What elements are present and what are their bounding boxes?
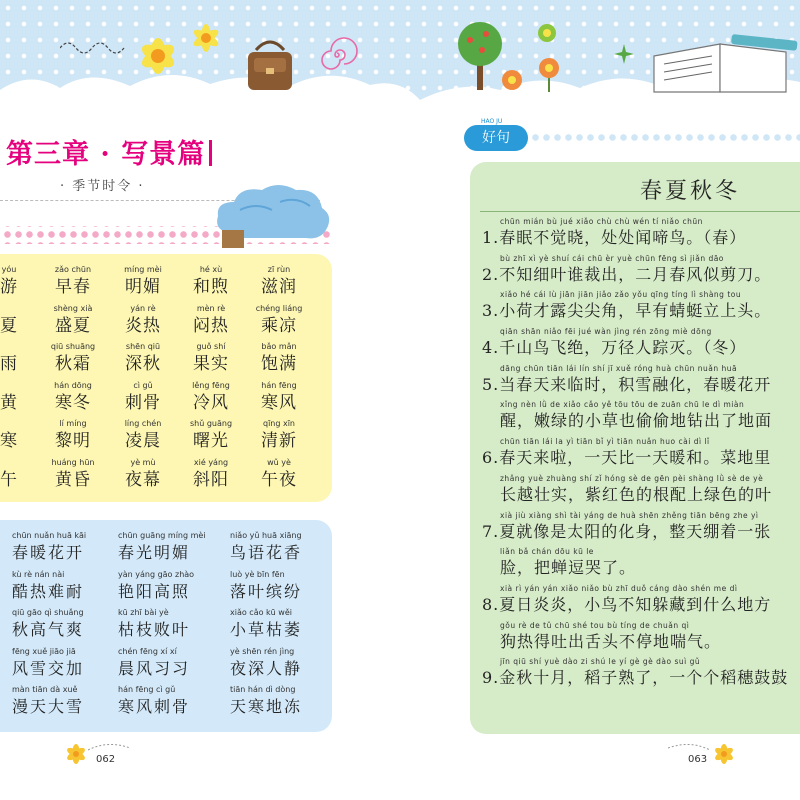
word-text: 黄 [0,392,18,413]
sentence-line [482,253,800,290]
word-pinyin: yán rè [130,303,156,313]
idiom-text: 艳阳高照 [118,581,191,601]
dot-strip [530,132,800,144]
word-item [180,380,242,414]
squiggle-icon [60,38,130,58]
idiom-item [230,569,330,603]
sentence-pinyin: dāng chūn tiān lái lín shí jī xuě róng huà chūn nuǎn huā [500,363,738,373]
flower-icon [188,20,224,56]
word-pinyin: lí míng [59,419,87,428]
word-text: 滋润 [261,277,297,297]
word-item [112,341,174,375]
word-text: 雨 [0,354,18,374]
sentence-pinyin: xǐng nèn lǜ de xiǎo cǎo yě tōu tōu de zuān chū le dì miàn [500,400,745,410]
word-item [0,457,40,491]
idiom-row [0,607,330,646]
word-text: 明媚 [125,277,161,297]
panel-title: 春夏秋冬 [639,179,740,204]
idiom-pinyin: xiǎo cǎo kū wěi [230,608,292,617]
flower-icon [534,56,564,92]
idiom-row [0,684,330,723]
idiom-item [118,684,218,718]
sentence-line [482,473,800,510]
word-pinyin: chéng liáng [255,303,303,313]
word-pinyin: hán fēng [261,380,297,390]
idiom-item [12,607,112,641]
sentence-pinyin: chūn mián bù jué xiǎo chù chù wén tí niǎo chūn [500,217,703,226]
idiom-text: 漫天大雪 [12,697,85,716]
word-text: 寒风 [261,392,297,413]
word-item [112,457,174,491]
word-item [248,341,310,375]
sentence-line [482,216,800,253]
sentence-line [482,546,800,583]
idiom-pinyin: chūn nuǎn huā kāi [12,531,87,540]
sentence-text: 脸，把蝉逗哭了。 [500,558,637,578]
tag-pinyin: HAO JU [481,118,503,125]
word-item [248,303,310,337]
idiom-text: 寒风刺骨 [118,697,191,716]
word-item [180,457,242,491]
sentence-line [482,656,800,693]
idiom-pinyin: fēng xuě jiāo jiā [12,646,76,656]
word-text: 黎明 [55,431,91,451]
idiom-text: 晨风习习 [118,658,191,678]
word-text: 乘凉 [261,315,297,336]
sentence-line [482,326,800,363]
word-text: 果实 [193,354,229,374]
word-row [0,418,330,457]
idiom-row [0,569,330,608]
word-text: 闷热 [193,315,229,336]
word-pinyin [0,303,40,315]
word-item [180,303,242,337]
word-item [42,341,104,375]
idiom-text: 春暖花开 [12,543,85,562]
word-pinyin: líng chén [124,419,162,428]
word-pinyin [0,341,40,353]
word-item [248,264,310,298]
idiom-item [12,646,112,680]
word-item [248,418,310,452]
book-icon [650,34,800,96]
word-pinyin [0,418,40,430]
idiom-pinyin: tiān hán dì dòng [230,685,296,694]
sentence-pinyin: jīn qiū shí yuè dào zi shú le yí gè gè dào suì gǔ [500,657,701,667]
spiral-icon [312,30,362,80]
word-pinyin [0,380,40,392]
word-item [112,380,174,414]
word-item [42,264,104,298]
word-text: 清新 [261,431,297,451]
word-text: 午夜 [261,469,297,490]
word-item [42,457,104,491]
word-item [248,457,310,491]
word-text: 夏 [0,315,18,336]
dotted-arc [88,742,132,752]
idiom-pinyin: niǎo yǔ huā xiāng [230,531,302,540]
word-text: 凌晨 [125,431,161,451]
word-item [248,380,310,414]
idiom-item [12,530,112,564]
sentence-text: 1.春眠不觉晓，处处闻啼鸟。（春） [482,228,747,247]
word-item [112,264,174,298]
sentence-text: 9.金秋十月，稻子熟了，一个个稻穗鼓鼓 [482,668,789,688]
section-tag: 好句 [464,125,528,151]
word-item [0,264,40,298]
word-text: 深秋 [125,354,161,374]
flower-icon [130,28,186,84]
word-grid [0,264,330,495]
idiom-pinyin: kū zhī bài yè [118,608,169,617]
word-item [0,380,40,414]
word-item [112,418,174,452]
idiom-pinyin: màn tiān dà xuě [12,685,78,694]
sentence-text: 4.千山鸟飞绝，万径人踪灭。（冬） [482,338,747,358]
sentence-text: 狗热得吐出舌头不停地喘气。 [500,631,722,651]
word-pinyin: zī rùn [267,265,291,274]
flower-icon [500,68,524,92]
flower-icon [536,22,558,44]
word-pinyin: shǔ guāng [189,419,233,428]
idiom-item [230,530,330,564]
idiom-pinyin: chén fēng xí xí [118,646,177,656]
page-number-right: 063 [688,754,708,765]
word-pinyin: huáng hūn [51,457,95,467]
sentence-list [482,216,800,693]
cloud-icon [210,180,336,250]
word-text: 秋霜 [55,354,91,374]
idiom-item [118,607,218,641]
sentence-pinyin: liǎn bǎ chán dōu kū le [500,547,594,557]
sentence-pinyin: gǒu rè de tǔ chū shé tou bù tíng de chuǎn qì [500,620,690,630]
word-text: 刺骨 [125,392,161,413]
idiom-grid [0,530,330,723]
idiom-pinyin: hán fēng cì gǔ [118,685,176,694]
idiom-pinyin: kù rè nán nài [12,569,65,579]
word-pinyin [0,457,40,469]
idiom-item [118,569,218,603]
idiom-item [12,569,112,603]
word-item [112,303,174,337]
idiom-item [230,646,330,680]
idiom-item [118,530,218,564]
idiom-item [230,607,330,641]
sentence-text: 7.夏就像是太阳的化身，整天绷着一张 [482,521,772,541]
idiom-text: 枯枝败叶 [118,620,191,639]
sentence-pinyin: bù zhī xì yè shuí cái chū èr yuè chūn fēng sì jiǎn dāo [500,253,724,263]
idiom-pinyin: chūn guāng míng mèi [118,531,206,540]
sentence-text: 2.不知细叶谁裁出，二月春风似剪刀。 [482,264,772,284]
word-text: 饱满 [261,354,297,374]
word-pinyin: zǎo chūn [54,265,92,274]
word-pinyin: bǎo mǎn [261,342,297,351]
idiom-text: 秋高气爽 [12,620,85,639]
idiom-text: 小草枯萎 [230,620,303,639]
idiom-text: 鸟语花香 [230,543,303,562]
word-item [0,341,40,375]
sentence-line [482,289,800,326]
word-text: 夜幕 [125,469,161,490]
word-item [42,380,104,414]
sentence-line [482,363,800,400]
idiom-item [12,684,112,718]
sentence-pinyin: chūn tiān lái la yì tiān bǐ yì tiān nuǎn huo cài dì lǐ [500,437,710,447]
word-pinyin: wǔ yè [267,457,291,467]
word-row [0,264,330,303]
idiom-item [230,684,330,718]
word-pinyin: yóu [1,265,17,274]
word-pinyin: mèn rè [196,303,226,313]
word-text: 寒 [0,431,18,451]
word-item [42,303,104,337]
word-text: 炎热 [125,315,161,336]
word-pinyin: míng mèi [124,265,162,274]
word-text: 盛夏 [55,315,91,336]
idiom-text: 酷热难耐 [12,581,85,601]
word-row [0,303,330,342]
word-pinyin: qiū shuāng [50,342,96,351]
divider [480,211,800,212]
word-item [180,418,242,452]
sentence-pinyin: zhǎng yuè zhuàng shí zǐ hóng sè de gēn pèi shàng lǜ sè de yè [500,473,764,483]
idiom-text: 夜深人静 [230,658,303,678]
word-text: 斜阳 [193,469,229,490]
word-row [0,341,330,380]
word-pinyin: guǒ shí [196,342,226,351]
bag-icon [244,38,296,94]
word-item [180,341,242,375]
sentence-pinyin: xià rì yán yán xiǎo niǎo bù zhī duǒ cáng dào shén me dì [500,583,738,593]
sentence-text: 3.小荷才露尖尖角，早有蜻蜓立上头。 [482,301,772,321]
idiom-pinyin: yè shēn rén jìng [230,646,295,656]
word-pinyin: qīng xīn [262,419,296,428]
word-text: 早春 [55,277,91,297]
word-pinyin: shèng xià [53,303,93,313]
sentence-text: 5.当春天来临时，积雪融化，春暖花开 [482,374,772,394]
idiom-pinyin: luò yè bīn fēn [230,569,285,579]
word-row [0,457,330,496]
sentence-pinyin: xiǎo hé cái lù jiān jiān jiǎo zǎo yǒu qīng tíng lì shàng tou [500,290,742,300]
idiom-text: 风雪交加 [12,658,85,678]
word-row [0,380,330,419]
word-pinyin: xié yáng [193,457,229,467]
word-text: 冷风 [193,392,229,413]
dotted-arc [668,742,712,752]
flower-icon [64,742,88,766]
leaf-icon [612,42,636,66]
idiom-row [0,646,330,685]
sentence-line [482,510,800,547]
word-pinyin: shēn qiū [125,342,161,351]
section-subtitle: · 季节时令 · [60,179,145,194]
sentence-text: 长越壮实，紫红色的根配上绿色的叶 [500,484,773,504]
sentence-line [482,620,800,657]
idiom-pinyin: yàn yáng gāo zhào [118,569,195,579]
sentence-line [482,583,800,620]
sentence-line [482,436,800,473]
sentence-pinyin: qiān shān niǎo fēi jué wàn jìng rén zōng miè dōng [500,327,712,337]
word-text: 游 [0,277,18,297]
idiom-text: 春光明媚 [118,543,191,562]
sentence-text: 醒，嫩绿的小草也偷偷地钻出了地面 [500,411,773,431]
word-item [180,264,242,298]
word-pinyin: yè mù [130,457,156,467]
word-pinyin: cì gǔ [133,380,153,390]
word-item [0,418,40,452]
flower-icon [712,742,736,766]
word-text: 曙光 [193,431,229,451]
word-text: 黄昏 [55,469,91,490]
idiom-text: 落叶缤纷 [230,581,303,601]
sentence-line [482,399,800,436]
word-pinyin: hán dōng [54,380,92,390]
idiom-pinyin: qiū gāo qì shuǎng [12,608,84,617]
word-text: 和煦 [193,277,229,297]
word-pinyin: hé xù [199,265,223,274]
page-number-left: 062 [96,754,116,765]
sentence-pinyin: xià jiù xiàng shì tài yáng de huà shēn zhěng tiān bēng zhe yì [500,510,759,520]
word-item [0,303,40,337]
word-text: 寒冬 [55,392,91,413]
sentence-text: 6.春天来啦，一天比一天暖和。菜地里 [482,448,772,468]
word-pinyin: lěng fēng [192,380,230,390]
word-item [42,418,104,452]
chapter-title: 第三章 · 写景篇 [6,132,212,171]
idiom-text: 天寒地冻 [230,697,303,716]
idiom-item [118,646,218,680]
idiom-row [0,530,330,569]
sentence-text: 8.夏日炎炎，小鸟不知躲藏到什么地方 [482,594,772,614]
word-text: 午 [0,469,18,490]
